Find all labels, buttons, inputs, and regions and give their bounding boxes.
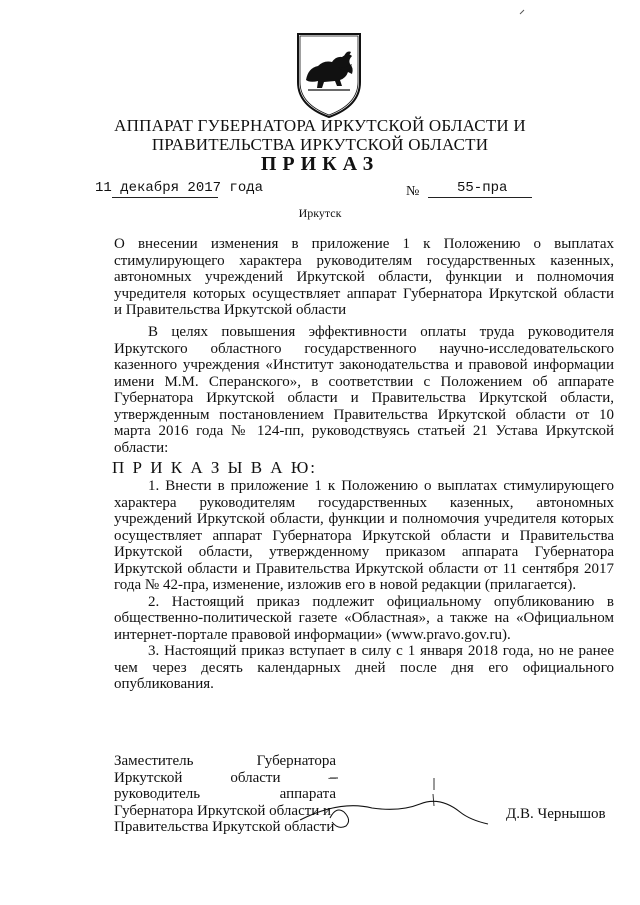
title-line: автономных учреждений Иркутской области, функции и полномочия [114, 269, 614, 285]
signatory-name: Д.В. Чернышов [506, 806, 606, 822]
order-items [114, 478, 614, 693]
title-line: учредителя которых осуществляет аппарат Губернатора Иркутской области [114, 285, 614, 302]
coat-of-arms-icon [292, 30, 366, 120]
date-underline [112, 197, 218, 198]
document-type-title: ПРИКАЗ [260, 153, 380, 175]
preamble-block [114, 324, 614, 456]
order-subject-title [114, 236, 614, 319]
order-item-1: 1. Внести в приложение 1 к Положению о выплатах стимулирующего характера руководителям государственных казенных, автономных учреждений Иркутской области, функции и полномочия учредителя которых осуществляет аппарат Губернатора Иркутской области и Правительства Иркутской области, утвержденному приказом аппарата Губернатора Иркутской области и Правительства Иркутской области от 11 сентября 2017 года № 42-пра, изменение, изложив его в новой редакции (прилагается). [114, 478, 614, 593]
preamble-paragraph: В целях повышения эффективности оплаты труда руководителя Иркутского областного государственного научно-исследовательского казенного учреждения «Институт законодательства и правовой информации имени М.М. Сперанского», в соответствии с Положением об аппарате Губернатора Иркутской области и Правительства Иркутской области, утвержденным постановлением Правительства Иркутской области от 10 марта 2016 года № 124-пп, руководствуясь статьей 21 Устава Иркутской области: [114, 324, 614, 456]
position-line: Иркутской области – [114, 769, 336, 786]
order-number: 55-пра [457, 180, 508, 196]
number-underline [428, 197, 532, 198]
title-line: стимулирующего характера руководителям государственных казенных, [114, 252, 614, 269]
signatory-position [114, 753, 336, 836]
city-name: Иркутск [298, 206, 342, 220]
order-date: 11 декабря 2017 года [95, 180, 264, 196]
position-line: Заместитель Губернатора [114, 753, 336, 769]
organization-name-line-1: АППАРАТ ГУБЕРНАТОРА ИРКУТСКОЙ ОБЛАСТИ И [114, 116, 526, 135]
organization-name-line-2: ПРАВИТЕЛЬСТВА ИРКУТСКОЙ ОБЛАСТИ [151, 135, 489, 154]
position-line: Губернатора Иркутской области и [114, 802, 332, 819]
order-item-3: 3. Настоящий приказ вступает в силу с 1 января 2018 года, но не ранее чем через десять календарных дней после дня его официального опубликования. [114, 643, 614, 692]
title-line: О внесении изменения в приложение 1 к Положению о выплатах [114, 236, 614, 252]
order-item-2: 2. Настоящий приказ подлежит официальному опубликованию в общественно-политической газете «Областная», а также на «Официальном интернет-портале правовой информации» (www.pravo.gov.ru). [114, 593, 614, 643]
position-line: руководитель аппарата [114, 786, 336, 802]
number-sign: № [406, 184, 420, 199]
position-line: Правительства Иркутской области [114, 819, 335, 835]
title-line: и Правительства Иркутской области [114, 302, 347, 318]
order-word: П Р И К А З Ы В А Ю: [112, 458, 318, 477]
